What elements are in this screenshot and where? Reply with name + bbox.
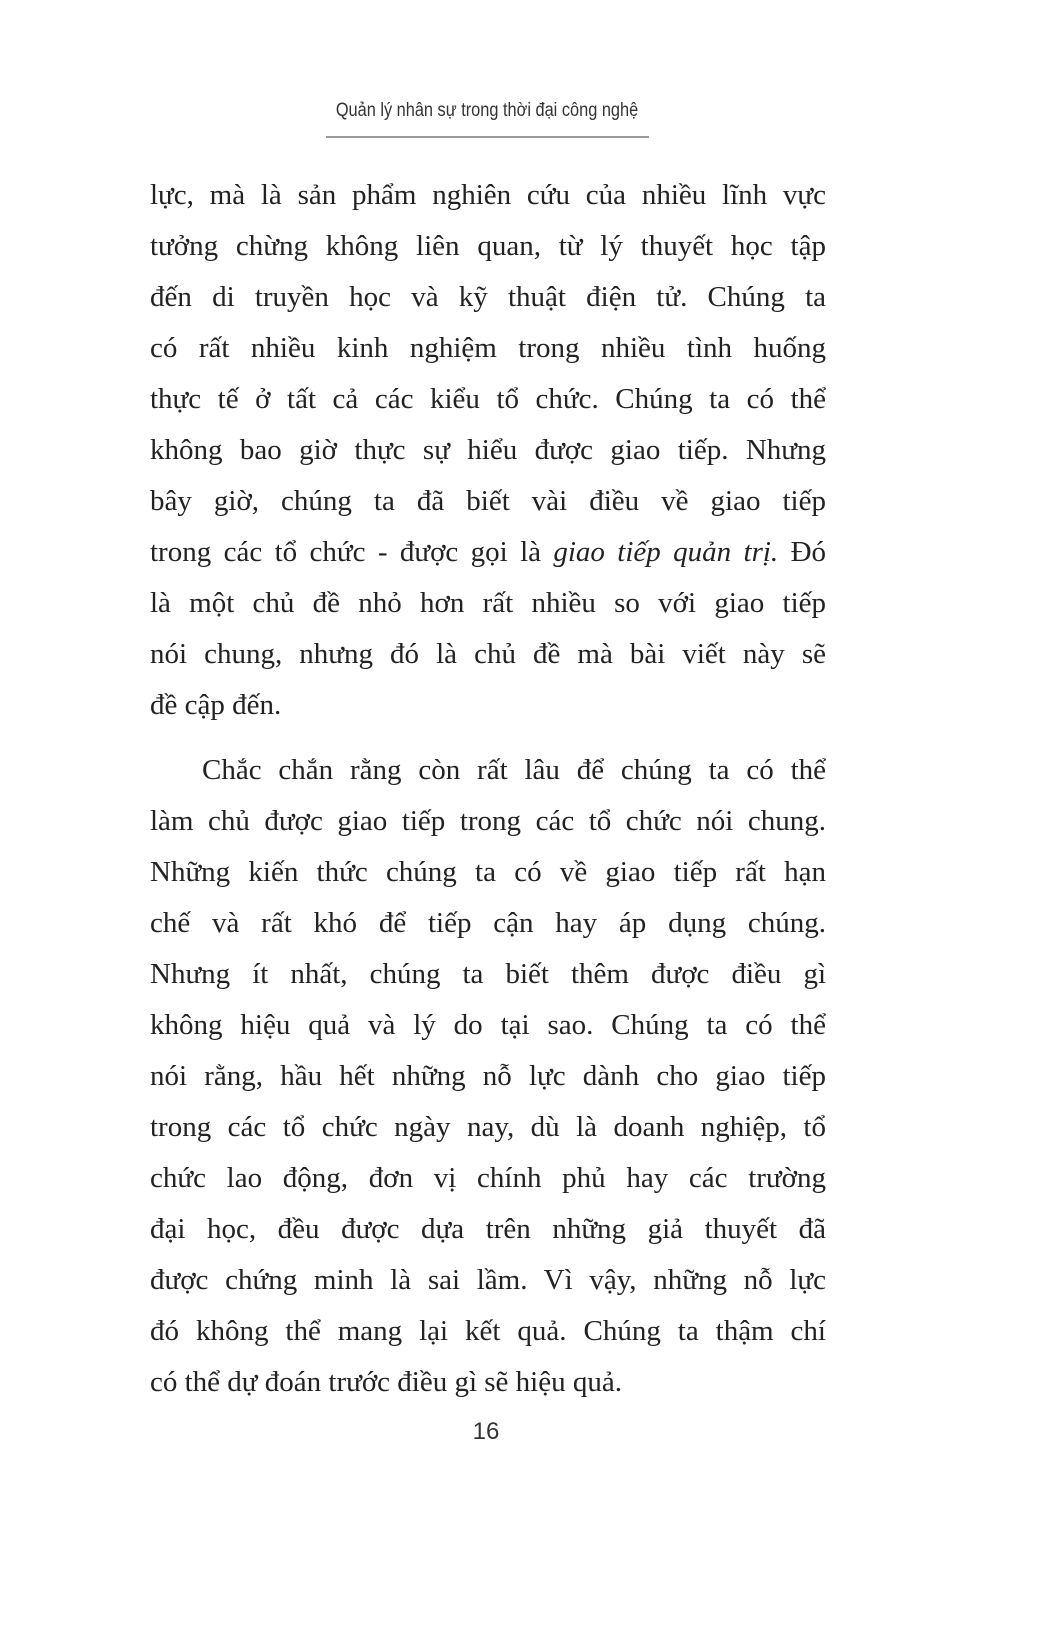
text-line: nói rằng, hầu hết những nỗ lực dành cho giao tiếp bbox=[150, 1060, 826, 1092]
text-line: tưởng chừng không liên quan, từ lý thuyết học tập bbox=[150, 230, 826, 262]
text-line: có thể dự đoán trước điều gì sẽ hiệu quả. bbox=[150, 1366, 622, 1398]
paragraph-1 bbox=[150, 170, 826, 731]
text-line: đề cập đến. bbox=[150, 689, 282, 721]
italic-term: giao tiếp quản trị. bbox=[553, 536, 779, 568]
running-header: Quản lý nhân sự trong thời đại công nghệ bbox=[335, 100, 639, 121]
text-line: là một chủ đề nhỏ hơn rất nhiều so với giao tiếp bbox=[150, 587, 826, 619]
text-line: chế và rất khó để tiếp cận hay áp dụng chúng. bbox=[150, 907, 826, 939]
page-number: 16 bbox=[472, 1418, 500, 1445]
text-line: Những kiến thức chúng ta có về giao tiếp rất hạn bbox=[150, 856, 826, 888]
text-line: đại học, đều được dựa trên những giả thuyết đã bbox=[150, 1213, 826, 1245]
text-line: chức lao động, đơn vị chính phủ hay các trường bbox=[150, 1162, 826, 1194]
text-line: có rất nhiều kinh nghiệm trong nhiều tình huống bbox=[150, 332, 826, 364]
text-line: không bao giờ thực sự hiểu được giao tiếp. Nhưng bbox=[150, 434, 826, 466]
text-line: bây giờ, chúng ta đã biết vài điều về giao tiếp bbox=[150, 485, 826, 517]
text-line: Chắc chắn rằng còn rất lâu để chúng ta có thể bbox=[202, 754, 826, 786]
text-line: được chứng minh là sai lầm. Vì vậy, những nỗ lực bbox=[150, 1264, 826, 1296]
text-line: trong các tổ chức ngày nay, dù là doanh nghiệp, tổ bbox=[150, 1111, 826, 1143]
text-line: Nhưng ít nhất, chúng ta biết thêm được điều gì bbox=[150, 958, 826, 990]
header-rule bbox=[326, 136, 649, 138]
text-segment: trong các tổ chức - được gọi là bbox=[150, 536, 541, 568]
text-line bbox=[150, 527, 826, 578]
text-line: đến di truyền học và kỹ thuật điện tử. Chúng ta bbox=[150, 281, 826, 313]
text-line: làm chủ được giao tiếp trong các tổ chức nói chung. bbox=[150, 805, 826, 837]
text-line: nói chung, nhưng đó là chủ đề mà bài viết này sẽ bbox=[150, 638, 826, 670]
text-line: thực tế ở tất cả các kiểu tổ chức. Chúng ta có thể bbox=[150, 383, 826, 415]
paragraph-2 bbox=[150, 745, 826, 1408]
body-text bbox=[150, 170, 826, 1408]
text-line: lực, mà là sản phẩm nghiên cứu của nhiều lĩnh vực bbox=[150, 179, 826, 211]
text-line: đó không thể mang lại kết quả. Chúng ta thậm chí bbox=[150, 1315, 826, 1347]
text-line: không hiệu quả và lý do tại sao. Chúng ta có thể bbox=[150, 1009, 826, 1041]
text-segment: Đó bbox=[790, 536, 827, 568]
